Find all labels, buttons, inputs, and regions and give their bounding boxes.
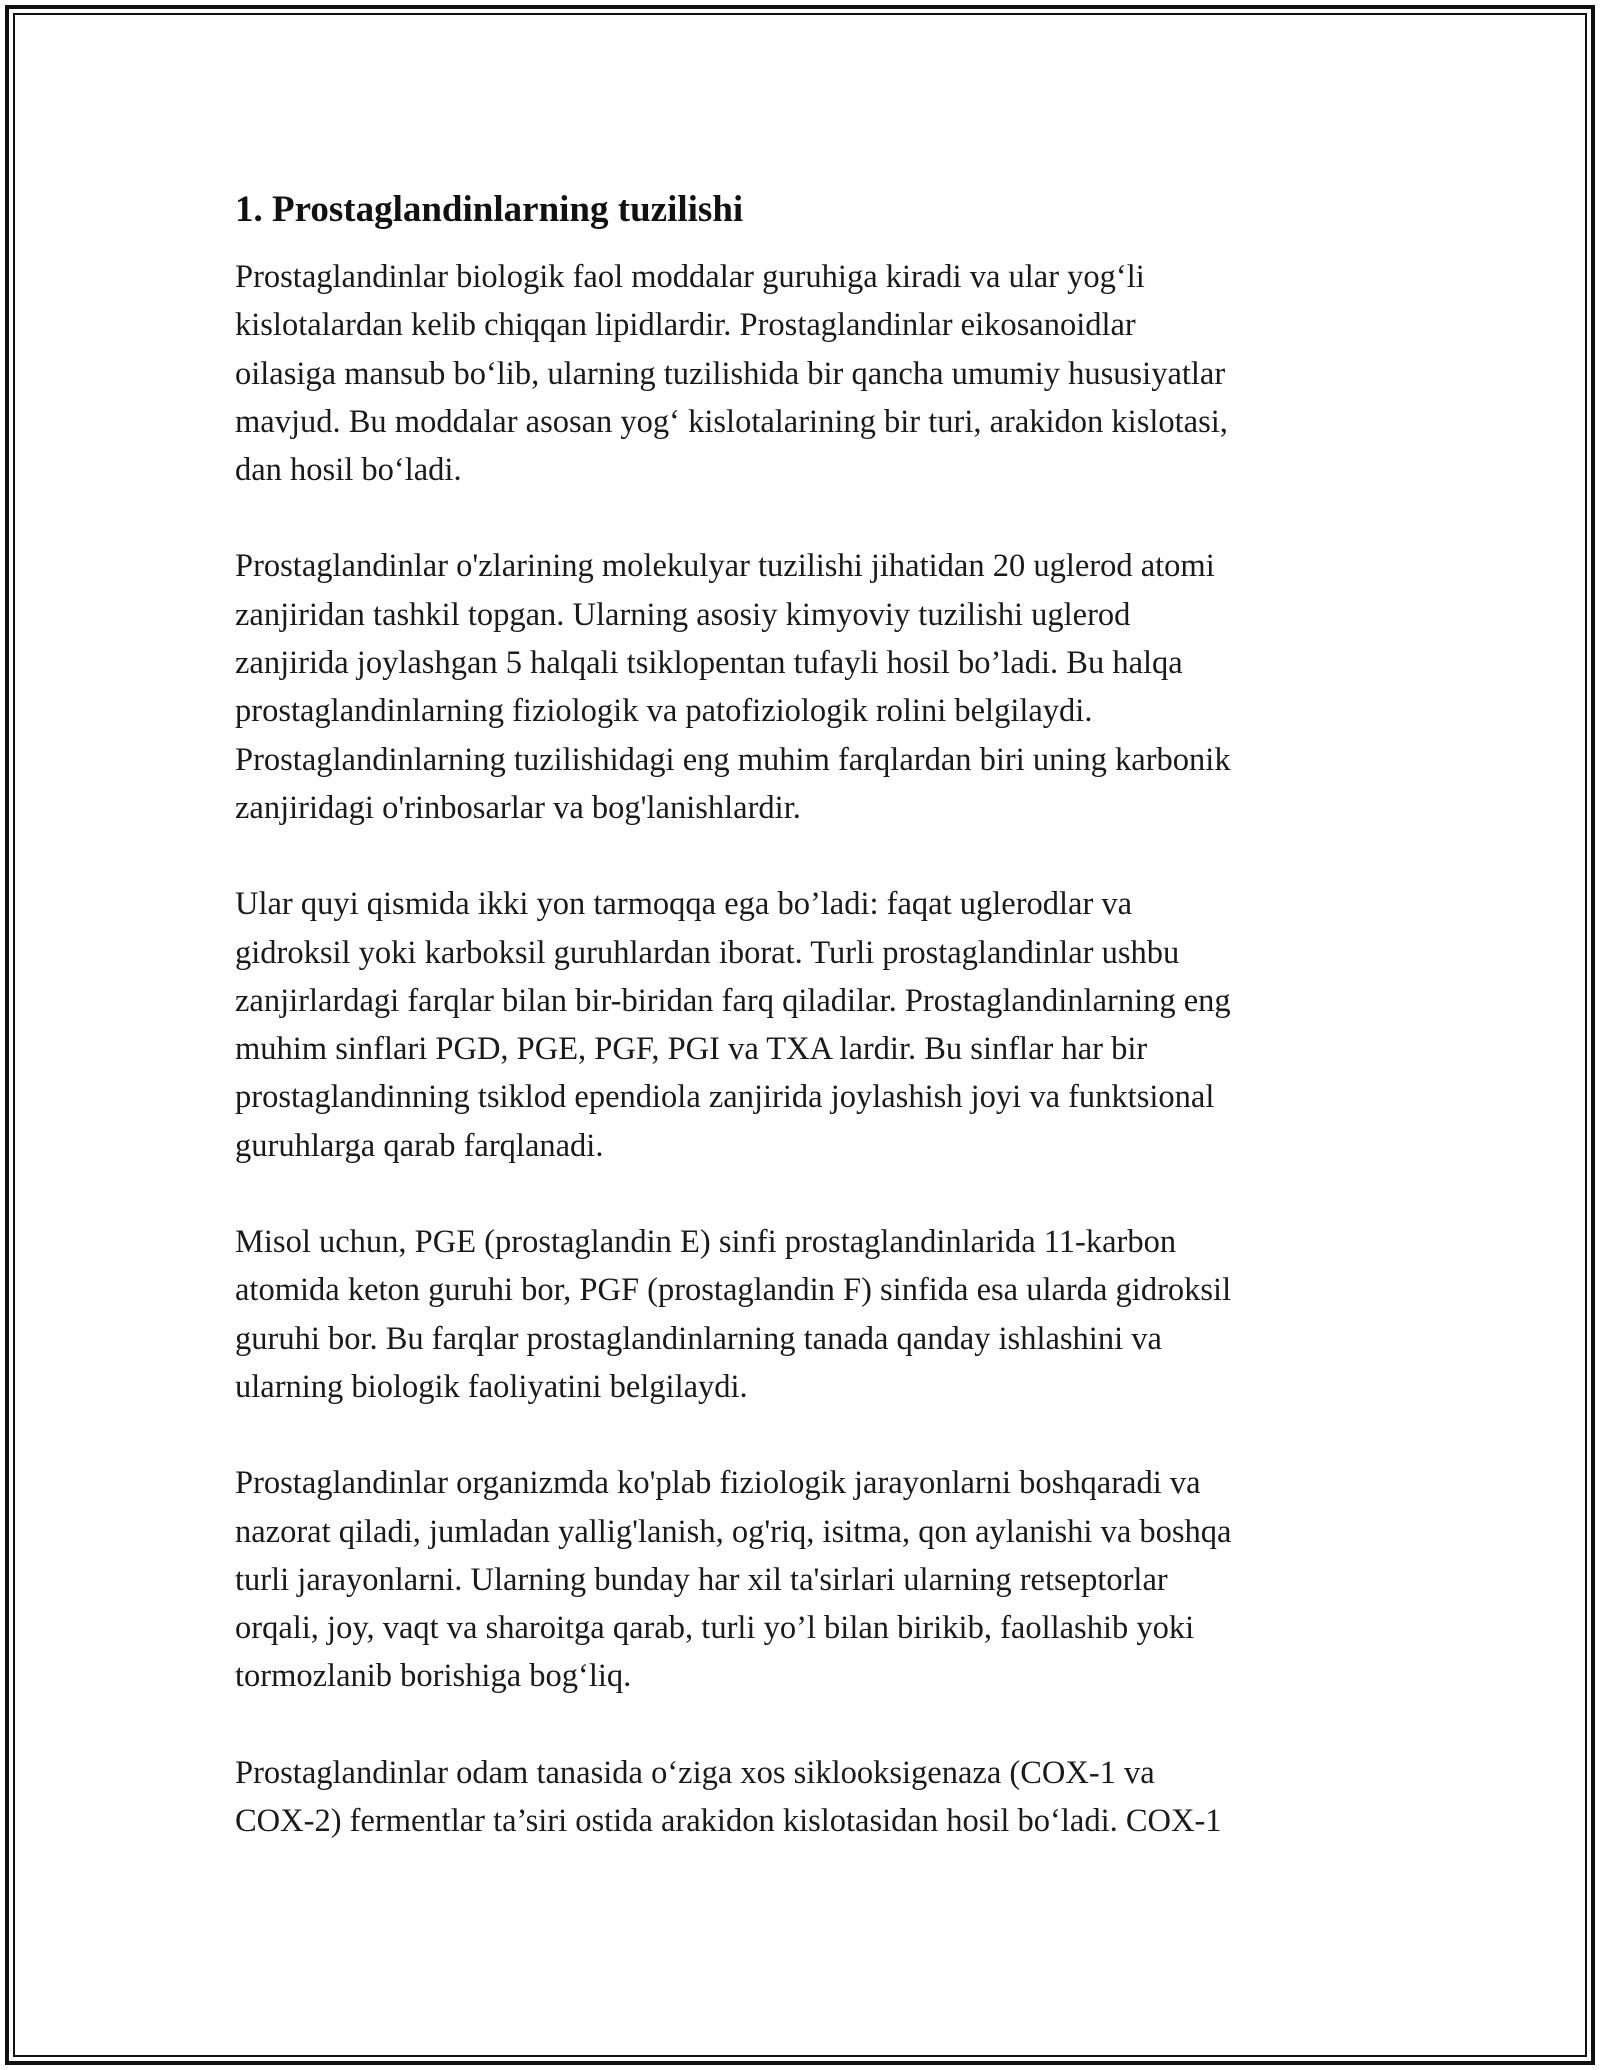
- paragraph-3: [235, 880, 1370, 1170]
- text-line: prostaglandinning tsiklod ependiola zanjirida joylashish joyi va funktsional: [235, 1079, 1215, 1116]
- text-line: guruhlarga qarab farqlanadi.: [235, 1127, 604, 1164]
- text-line: zanjiridan tashkil topgan. Ularning asosiy kimyoviy tuzilishi uglerod: [235, 596, 1131, 633]
- text-line: oilasiga mansub bo‘lib, ularning tuzilishida bir qancha umumiy hususiyatlar: [235, 355, 1226, 392]
- text-line: mavjud. Bu moddalar asosan yog‘ kislotalarining bir turi, arakidon kislotasi,: [235, 403, 1228, 440]
- text-line: turli jarayonlarni. Ularning bunday har xil ta'sirlari ularning retseptorlar: [235, 1561, 1168, 1598]
- paragraph-2: [235, 542, 1370, 832]
- text-line: Prostaglandinlar o'zlarining molekulyar tuzilishi jihatidan 20 uglerod atomi: [235, 548, 1215, 585]
- text-line: orqali, joy, vaqt va sharoitga qarab, turli yo’l bilan birikib, faollashib yoki: [235, 1610, 1195, 1647]
- text-line: Prostaglandinlarning tuzilishidagi eng muhim farqlardan biri uning karbonik: [235, 741, 1231, 778]
- text-line: tormozlanib borishiga bog‘liq.: [235, 1658, 632, 1695]
- section-heading: 1. Prostaglandinlarning tuzilishi: [235, 189, 744, 230]
- text-line: muhim sinflari PGD, PGE, PGF, PGI va TXA lardir. Bu sinflar har bir: [235, 1031, 1148, 1068]
- text-line: prostaglandinlarning fiziologik va patofiziologik rolini belgilaydi.: [235, 693, 1093, 730]
- text-line: Prostaglandinlar organizmda ko'plab fiziologik jarayonlarni boshqaradi va: [235, 1465, 1201, 1502]
- paragraph-5: [235, 1459, 1370, 1700]
- text-line: ularning biologik faoliyatini belgilaydi.: [235, 1368, 748, 1405]
- text-line: Prostaglandinlar biologik faol moddalar guruhiga kiradi va ular yog‘li: [235, 259, 1145, 295]
- text-line: gidroksil yoki karboksil guruhlardan iborat. Turli prostaglandinlar ushbu: [235, 934, 1180, 971]
- text-line: zanjirida joylashgan 5 halqali tsiklopentan tufayli hosil bo’ladi. Bu halqa: [235, 645, 1183, 682]
- text-line: zanjiridagi o'rinbosarlar va bog'lanishlardir.: [235, 789, 801, 826]
- document-body: [235, 185, 1370, 1893]
- text-line: guruhi bor. Bu farqlar prostaglandinlarning tanada qanday ishlashini va: [235, 1320, 1162, 1357]
- text-line: nazorat qiladi, jumladan yallig'lanish, og'riq, isitma, qon aylanishi va boshqa: [235, 1513, 1232, 1550]
- paragraph-1: [235, 253, 1370, 494]
- paragraph-4: [235, 1218, 1370, 1411]
- text-line: dan hosil bo‘ladi.: [235, 452, 462, 489]
- paragraph-6: [235, 1749, 1370, 1846]
- text-line: COX-2) fermentlar ta’siri ostida arakidon kislotasidan hosil bo‘ladi. COX-1: [235, 1803, 1222, 1840]
- text-line: atomida keton guruhi bor, PGF (prostaglandin F) sinfida esa ularda gidroksil: [235, 1272, 1232, 1309]
- text-line: Prostaglandinlar odam tanasida o‘ziga xos siklooksigenaza (COX-1 va: [235, 1754, 1155, 1791]
- text-line: zanjirlardagi farqlar bilan bir-biridan farq qiladilar. Prostaglandinlarning eng: [235, 982, 1231, 1019]
- text-line: Ular quyi qismida ikki yon tarmoqqa ega bo’ladi: faqat uglerodlar va: [235, 886, 1133, 923]
- text-line: kislotalardan kelib chiqqan lipidlardir. Prostaglandinlar eikosanoidlar: [235, 307, 1136, 344]
- text-line: Misol uchun, PGE (prostaglandin E) sinfi prostaglandinlarida 11-karbon: [235, 1224, 1177, 1261]
